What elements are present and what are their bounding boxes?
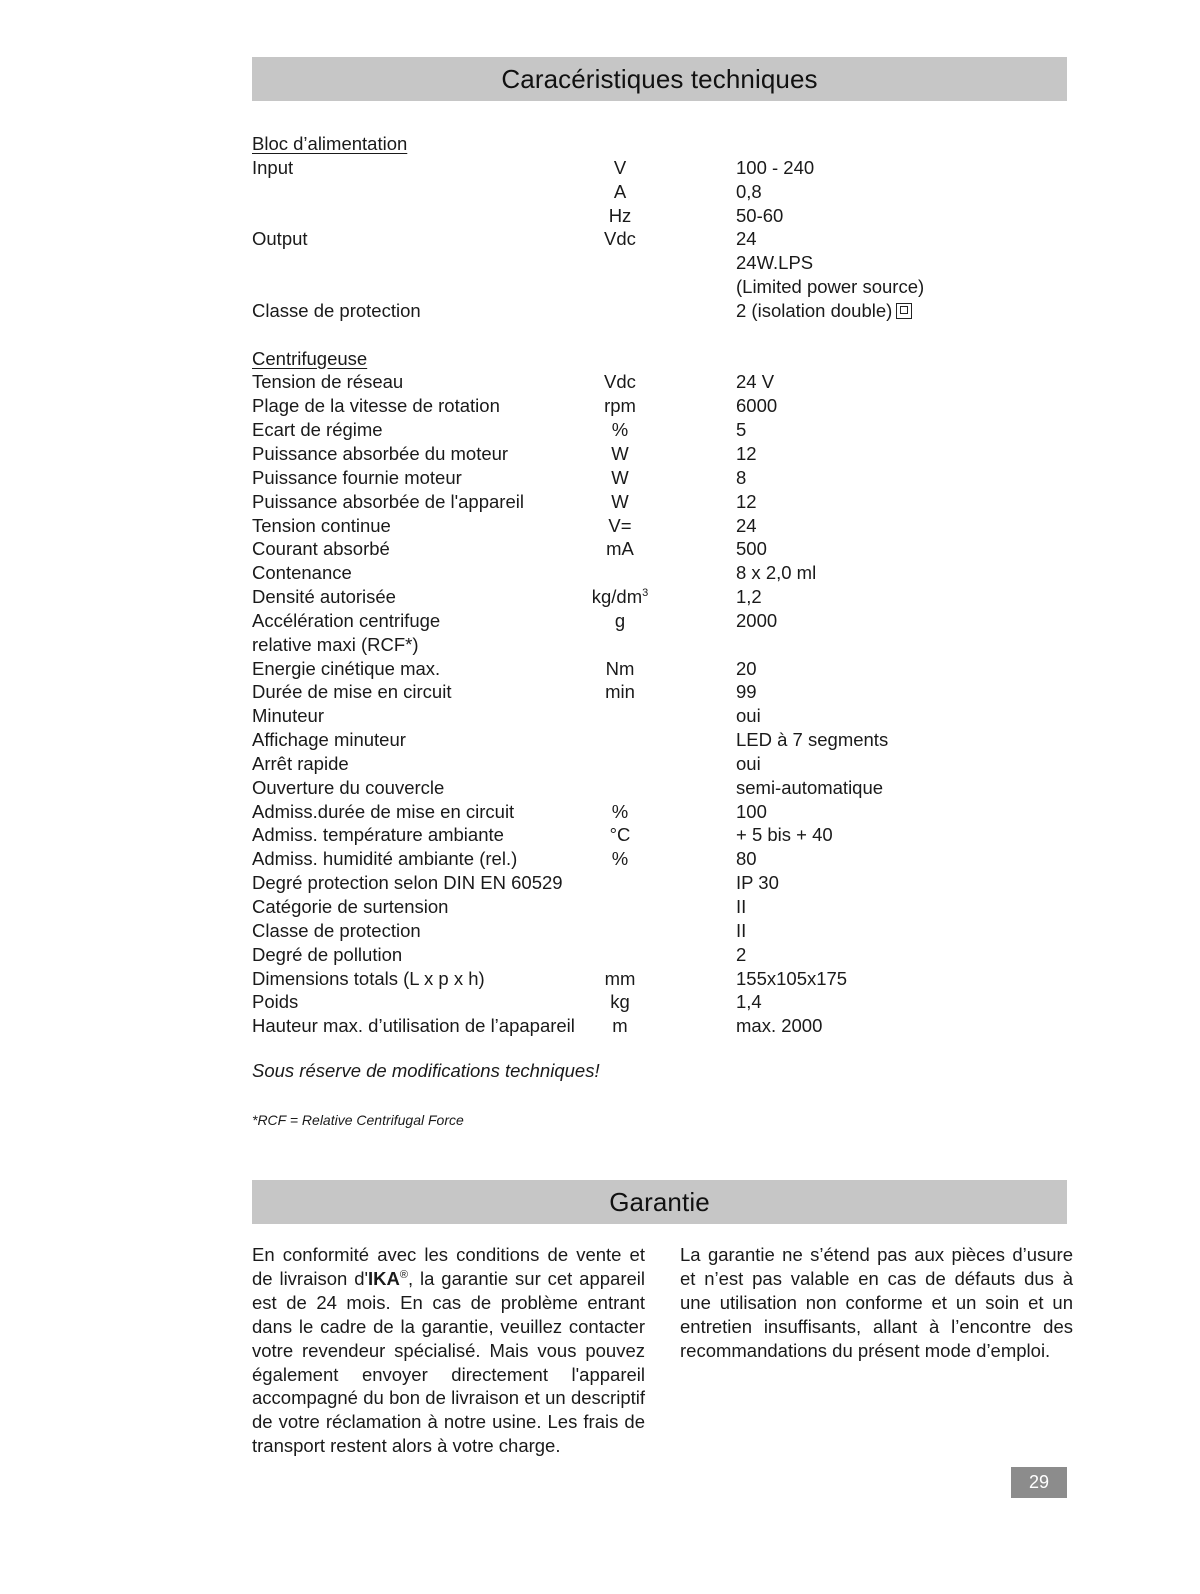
section-header-specs	[252, 57, 1067, 101]
spec-row	[252, 394, 1052, 418]
spec-unit: V=	[608, 514, 632, 536]
spec-value: II	[736, 896, 747, 917]
spec-row	[252, 728, 1052, 752]
spec-value: max. 2000	[736, 1015, 823, 1037]
spec-label: Ecart de régime	[252, 419, 383, 441]
spec-value: semi-automatique	[736, 776, 884, 798]
rcf-footnote: *RCF = Relative Centrifugal Force	[252, 1112, 464, 1128]
spec-label: Degré protection selon DIN EN 60529	[252, 872, 563, 894]
modification-notice: Sous réserve de modifications techniques!	[252, 1060, 600, 1081]
spec-label: Admiss.durée de mise en circuit	[252, 800, 515, 822]
spec-value: 500	[736, 538, 767, 560]
spec-value: 80	[736, 848, 757, 870]
spec-row	[252, 370, 1052, 394]
spec-row	[252, 514, 1052, 538]
spec-unit: mm	[604, 967, 636, 989]
spec-label: Output	[252, 228, 308, 250]
spec-row	[252, 609, 1052, 633]
spec-row	[252, 919, 1052, 943]
spec-unit: min	[605, 681, 635, 703]
spec-unit: °C	[609, 824, 631, 846]
spec-row	[252, 227, 1052, 251]
spec-row	[252, 442, 1052, 466]
spec-unit: Vdc	[604, 371, 636, 393]
spec-unit: W	[611, 442, 629, 464]
spec-label: Courant absorbé	[252, 538, 390, 560]
spec-row	[252, 537, 1052, 561]
spec-unit: %	[611, 800, 629, 822]
spec-value: 8 x 2,0 ml	[736, 562, 817, 584]
spec-row	[252, 156, 1052, 180]
spec-label: Catégorie de surtension	[252, 896, 449, 917]
spec-value: IP 30	[736, 872, 779, 894]
spec-value: 24 V	[736, 371, 775, 393]
spec-value: oui	[736, 752, 761, 774]
spec-label: Plage de la vitesse de rotation	[252, 395, 500, 417]
spec-label: Admiss. humidité ambiante (rel.)	[252, 848, 518, 870]
spec-label: Affichage minuteur	[252, 729, 406, 751]
spec-value: 12	[736, 442, 757, 464]
spec-value: 24	[736, 514, 757, 536]
spec-unit: g	[614, 609, 626, 631]
spec-unit: kg	[610, 991, 630, 1013]
spec-label: Input	[252, 156, 294, 178]
spec-label: Densité autorisée	[252, 586, 396, 608]
spec-label: Hauteur max. d’utilisation de l’apapareil	[252, 1015, 575, 1037]
double-insulation-icon	[896, 303, 912, 319]
spec-row	[252, 275, 1052, 299]
garantie-paragraph-right: La garantie ne s’étend pas aux pièces d’usure et n’est pas valable en cas de défauts dus à une utilisation non conforme et un soin et un entretien insuffisants, allant à l’encontre des recommandations du présent mode d’emploi.	[680, 1244, 1073, 1361]
spec-row	[252, 466, 1052, 490]
spec-label: relative maxi (RCF*)	[252, 633, 419, 655]
spec-value: 100 - 240	[736, 156, 815, 178]
spec-label: Dimensions totals (L x p x h)	[252, 967, 485, 989]
spec-label: Classe de protection	[252, 919, 421, 941]
spec-value: II	[736, 919, 747, 941]
spec-unit: kg/dm	[591, 586, 643, 608]
heading-label: Centrifugeuse	[252, 347, 368, 369]
spec-unit: %	[611, 419, 629, 441]
spec-unit: %	[611, 848, 629, 870]
spec-unit-with-superscript	[572, 585, 668, 609]
section-title: Caracéristiques techniques	[501, 63, 818, 94]
spec-value-with-symbol	[736, 299, 912, 323]
spec-unit: Vdc	[604, 228, 636, 250]
garantie-text: En conformité avec les conditions de vente et de livraison d'	[252, 1244, 645, 1289]
spec-row	[252, 633, 1052, 657]
spec-row	[252, 490, 1052, 514]
spec-row	[252, 871, 1052, 895]
spec-unit: Nm	[605, 657, 635, 679]
spec-label: Poids	[252, 991, 299, 1013]
spec-value: + 5 bis + 40	[736, 824, 833, 846]
spec-row	[252, 585, 1052, 609]
spec-row	[252, 943, 1052, 967]
heading-label: Bloc d’alimentation	[252, 133, 408, 154]
spec-value: 100	[736, 800, 767, 822]
unit-superscript: 3	[642, 587, 649, 600]
garantie-paragraph-left	[252, 1243, 645, 1458]
spec-label: Puissance absorbée de l'appareil	[252, 490, 524, 512]
spec-label: Puissance absorbée du moteur	[252, 442, 509, 464]
spec-label: Ouverture du couvercle	[252, 776, 445, 798]
specs-table	[252, 132, 1052, 1038]
spec-label: Minuteur	[252, 705, 324, 727]
spec-value: 24W.LPS	[736, 252, 814, 274]
spec-row	[252, 204, 1052, 228]
spec-row	[252, 180, 1052, 204]
spec-row	[252, 680, 1052, 704]
spec-row	[252, 776, 1052, 800]
spec-value: 99	[736, 681, 757, 703]
page-number: 29	[1011, 1467, 1067, 1498]
spec-label: Energie cinétique max.	[252, 657, 441, 679]
spec-unit: m	[612, 1015, 628, 1037]
spec-row	[252, 561, 1052, 585]
spec-value: 2 (isolation double)	[736, 299, 893, 321]
spec-value: 1,4	[736, 991, 762, 1013]
spec-label: Tension continue	[252, 514, 391, 536]
spec-unit: rpm	[604, 395, 636, 417]
garantie-text: , la garantie sur cet appareil est de 24 mois. En cas de problème entrant dans le cadre de la garantie, veuillez contacter votre revendeur spécialisé. Mais vous pouvez également envoyer directement l'appareil accompagné du bon de livraison et un descriptif de votre réclamation à notre usine. Les frais de transport restent alors à votre charge.	[252, 1267, 645, 1457]
brand-name: IKA	[368, 1267, 400, 1289]
spec-unit: A	[613, 180, 627, 202]
spec-unit: mA	[606, 538, 634, 560]
spec-value: 2000	[736, 609, 778, 631]
spec-row	[252, 657, 1052, 681]
spec-row	[252, 1014, 1052, 1038]
spec-row	[252, 418, 1052, 442]
spec-value: 0,8	[736, 180, 762, 202]
spec-row	[252, 967, 1052, 991]
spec-row	[252, 251, 1052, 275]
spec-row	[252, 800, 1052, 824]
spec-value: 155x105x175	[736, 967, 848, 989]
spec-value: 2	[736, 943, 747, 965]
spec-row	[252, 895, 1052, 919]
spec-value: 12	[736, 490, 757, 512]
spec-value: 24	[736, 228, 757, 250]
spec-value: 6000	[736, 395, 778, 417]
section-title: Garantie	[609, 1186, 710, 1217]
spec-unit: V	[613, 156, 627, 178]
spec-label: Admiss. température ambiante	[252, 824, 504, 846]
spec-label: Accélération centrifuge	[252, 609, 441, 631]
spec-label: Contenance	[252, 562, 352, 584]
spec-unit: W	[611, 490, 629, 512]
spacer	[252, 323, 1052, 347]
registered-mark: ®	[399, 1268, 408, 1281]
spec-label: Puissance fournie moteur	[252, 466, 462, 488]
spec-row	[252, 704, 1052, 728]
spec-row	[252, 847, 1052, 871]
spec-label: Degré de pollution	[252, 943, 403, 965]
section-header-garantie	[252, 1180, 1067, 1224]
spec-value: 50-60	[736, 204, 784, 226]
spec-value: LED à 7 segments	[736, 729, 889, 751]
spec-value: oui	[736, 705, 761, 727]
spec-label: Durée de mise en circuit	[252, 681, 452, 703]
spec-label: Classe de protection	[252, 299, 421, 321]
spec-row	[252, 990, 1052, 1014]
spec-row	[252, 752, 1052, 776]
spec-value: 5	[736, 419, 747, 441]
spec-value: 8	[736, 466, 747, 488]
spec-unit: Hz	[608, 204, 632, 226]
spec-value: 20	[736, 657, 757, 679]
spec-label: Arrêt rapide	[252, 752, 349, 774]
spec-row	[252, 299, 1052, 323]
spec-row	[252, 823, 1052, 847]
spec-unit: W	[611, 466, 629, 488]
section-heading-centrifuge	[252, 347, 1052, 371]
spec-value: (Limited power source)	[736, 276, 925, 298]
spec-value: 1,2	[736, 586, 762, 608]
spec-label: Tension de réseau	[252, 371, 404, 393]
section-heading-power-supply	[252, 132, 1052, 156]
